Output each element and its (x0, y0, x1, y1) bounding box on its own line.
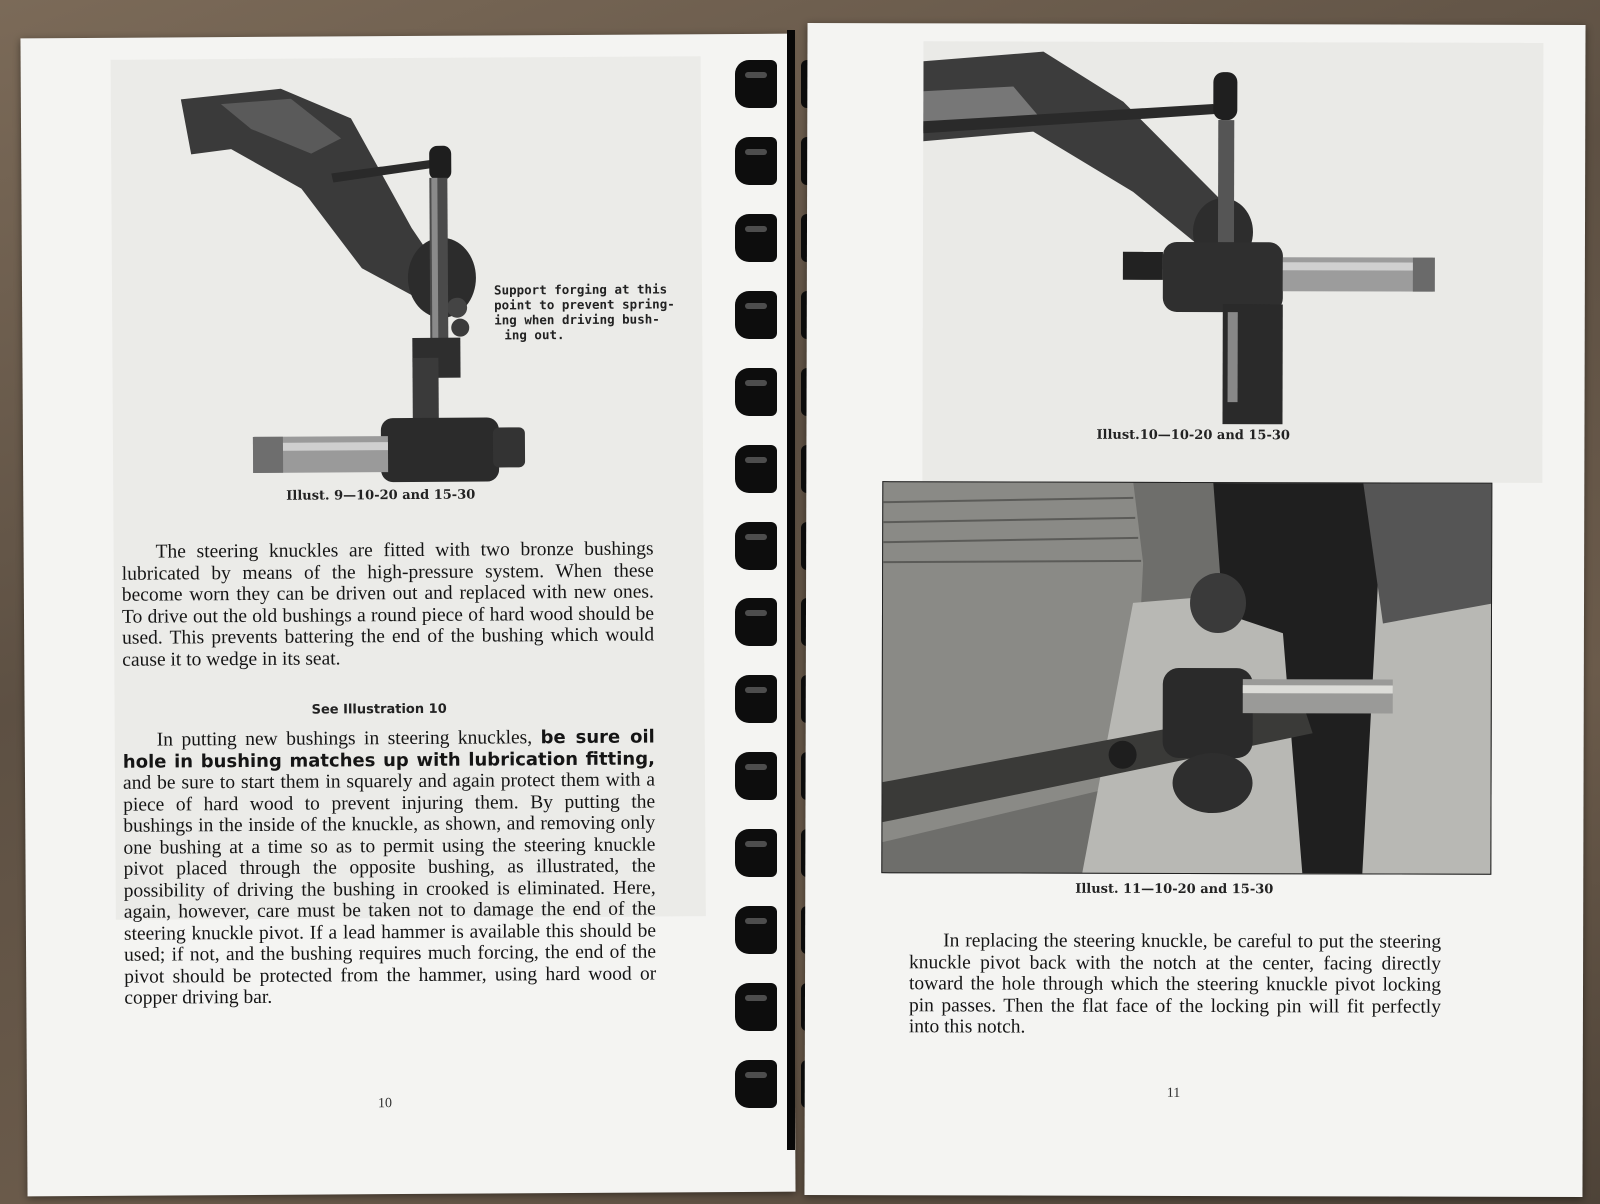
coil-highlight (745, 764, 767, 770)
spiral-coil-lobe (735, 906, 777, 954)
right-body-text (909, 930, 1441, 1039)
spiral-coil-lobe (735, 291, 777, 339)
spiral-coil-lobe (735, 829, 777, 877)
left-body-text (122, 538, 655, 670)
oil-hole-warning: be sure oil hole in bushing matches up with lubrication fitting, (122, 726, 655, 773)
left-page (20, 34, 795, 1197)
coil-highlight (745, 610, 767, 616)
coil-highlight (745, 149, 767, 155)
coil-highlight (745, 303, 767, 309)
paragraph-replacing-knuckle: In replacing the steering knuckle, be careful to put the steering knuckle pivot back with the notch at the center, facing directly toward the hole through which the steering knuckle pivot locking pin passes. Then the flat face of the locking pin will fit perfectly into this notch. (908, 930, 1442, 1038)
coil-highlight (745, 226, 767, 232)
paragraph2-start: In putting new bushings in steering knuckles, (156, 727, 533, 751)
coil-highlight (745, 380, 767, 386)
coil-highlight (745, 687, 767, 693)
spiral-coil-lobe (735, 1060, 777, 1108)
left-body-text-2 (123, 726, 657, 1009)
illustration-9-caption: Illust. 9—10-20 and 15-30 (286, 487, 476, 504)
coil-highlight (745, 72, 767, 78)
coil-highlight (745, 995, 767, 1001)
illustration-11-caption: Illust. 11—10-20 and 15-30 (1075, 881, 1274, 898)
support-forging-note (494, 281, 675, 342)
paragraph-new-bushings (123, 726, 657, 1009)
coil-highlight (745, 841, 767, 847)
spiral-coil-lobe (735, 214, 777, 262)
coil-highlight (745, 1072, 767, 1078)
spiral-coil-lobe (735, 983, 777, 1031)
illustration-10-photo (922, 41, 1543, 483)
side-note-line-1: Support forging at this (493, 281, 668, 298)
page-number-left: 10 (377, 1096, 393, 1112)
side-note-line-3: ing when driving bush- (494, 311, 660, 328)
spiral-coil-lobe (735, 60, 777, 108)
illustration-10-drawing (922, 41, 1543, 443)
spiral-coil-lobe (735, 522, 777, 570)
illustration-11-photo (881, 481, 1492, 875)
coil-highlight (745, 534, 767, 540)
side-note-line-2: point to prevent spring- (494, 296, 675, 313)
illustration-10-caption: Illust.10—10-20 and 15-30 (1096, 427, 1291, 444)
spiral-coil-lobe (735, 368, 777, 416)
spiral-coil-lobe (735, 598, 777, 646)
illustration-11-drawing (882, 482, 1491, 874)
right-page (804, 23, 1585, 1197)
see-illustration-10: See Illustration 10 (311, 701, 447, 718)
paragraph2-rest: and be sure to start them in squarely and again protect them with a piece of hard wood to prevent injuring them. By putting the bushings in the inside of the knuckle, as shown, and removing only one bushing at a time so as to permit using the steering knuckle pivot placed through the opposite bushing, as illustrated, the possibility of driving the bushing in crooked is eliminated. Here, again, however, care must be taken not to damage the end of the steering knuckle pivot. If a lead hammer is available this should be used; if not, and the bushing requires much forcing, the end of the pivot should be protected from the hammer, using hard wood or copper driving bar. (122, 769, 657, 1009)
page-number-right: 11 (1166, 1085, 1181, 1101)
spiral-coil-lobe (735, 675, 777, 723)
spiral-coil-lobe (735, 137, 777, 185)
paragraph-bushings-lubricated: The steering knuckles are fitted with two bronze bushings lubricated by means of the high-pressure system. When these become worn they can be driven out and replaced with new ones. To drive out the old bushings a round piece of hard wood should be used. This prevents battering the end of the bushing which would cause it to wedge in its seat. (121, 538, 655, 671)
spiral-coil-lobe (735, 445, 777, 493)
coil-highlight (745, 918, 767, 924)
side-note-line-4: ing out. (504, 327, 565, 343)
coil-highlight (745, 457, 767, 463)
spiral-coil-lobe (735, 752, 777, 800)
